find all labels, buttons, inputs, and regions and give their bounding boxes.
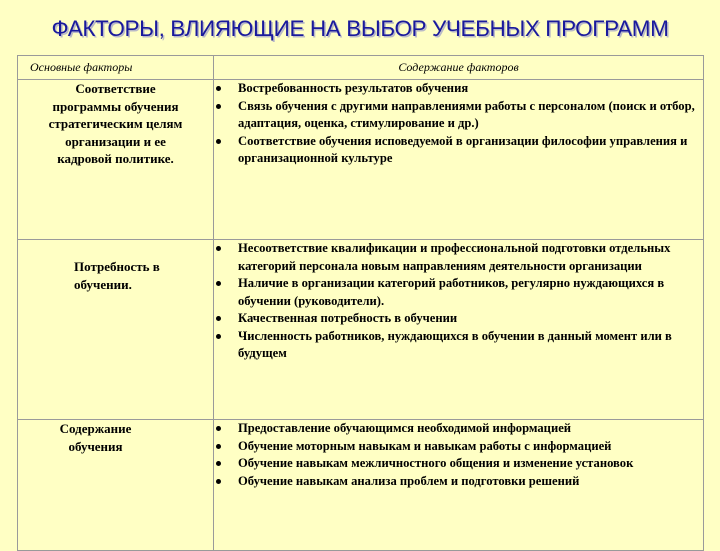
content-cell — [214, 240, 704, 420]
content-list — [214, 240, 703, 363]
factor-text: Соответствие программы обучения стратегическим целям организации и ее кадровой политике. — [48, 81, 183, 166]
list-item: Обучение навыкам анализа проблем и подготовки решений — [214, 473, 703, 491]
list-item: Наличие в организации категорий работников, регулярно нуждающихся в обучении (руководители). — [214, 275, 703, 310]
content-list — [214, 80, 703, 168]
factor-cell — [18, 240, 214, 420]
table-header-row — [18, 56, 704, 80]
list-item: Связь обучения с другими направлениями работы с персоналом (поиск и отбор, адаптация, оценка, стимулирование и др.) — [214, 98, 703, 133]
content-list — [214, 420, 703, 490]
list-item: Востребованность результатов обучения — [214, 80, 703, 98]
list-item: Численность работников, нуждающихся в обучении в данный момент или в будущем — [214, 328, 703, 363]
table-row — [18, 240, 704, 420]
content-cell — [214, 420, 704, 551]
factor-cell — [18, 80, 214, 240]
factor-text: Потребность в обучении. — [74, 259, 160, 292]
factor-cell — [18, 420, 214, 551]
list-item: Качественная потребность в обучении — [214, 310, 703, 328]
list-item: Соответствие обучения исповедуемой в организации философии управления и организационной культуре — [214, 133, 703, 168]
list-item: Несоответствие квалификации и профессиональной подготовки отдельных категорий персонала новым направлениям деятельности организации — [214, 240, 703, 275]
list-item: Предоставление обучающимся необходимой информацией — [214, 420, 703, 438]
table-row — [18, 80, 704, 240]
header-factors: Основные факторы — [18, 56, 214, 80]
list-item: Обучение навыкам межличностного общения и изменение установок — [214, 455, 703, 473]
table-row — [18, 420, 704, 551]
list-item: Обучение моторным навыкам и навыкам работы с информацией — [214, 438, 703, 456]
content-cell — [214, 80, 704, 240]
factors-table — [17, 55, 704, 551]
page-title: ФАКТОРЫ, ВЛИЯЮЩИЕ НА ВЫБОР УЧЕБНЫХ ПРОГРАММ — [51, 16, 669, 41]
factor-text: Содержание обучения — [59, 421, 132, 454]
header-content: Содержание факторов — [214, 56, 704, 80]
